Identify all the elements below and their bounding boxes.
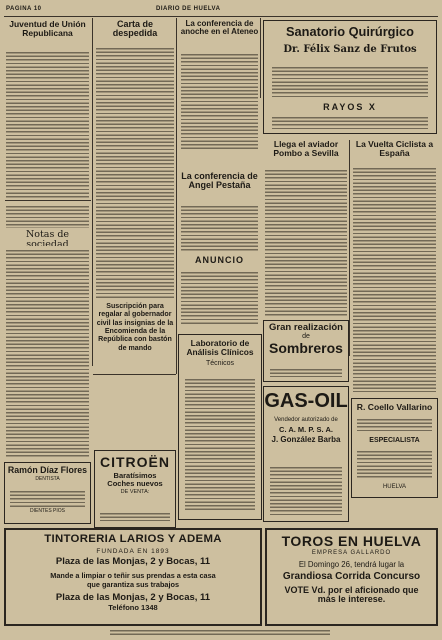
ramon-ad — [4, 462, 91, 524]
masthead — [6, 4, 436, 16]
sombreros-line2: de — [302, 332, 310, 340]
gasoil-line2: C. A. M. P. S. A. — [279, 424, 333, 434]
pestana-body — [181, 206, 258, 252]
pombo-body — [265, 170, 347, 316]
tintoreria-ad — [4, 528, 262, 626]
gasoil-ad — [263, 386, 349, 522]
sombreros-line1: Gran realización — [269, 322, 343, 333]
ramon-role: DENTISTA — [35, 476, 60, 483]
despedida-title: Carta de despedida — [112, 20, 158, 39]
toros-title: TOROS EN HUELVA — [281, 533, 422, 549]
toros-line2: Grandiosa Corrida Concurso — [282, 570, 421, 582]
toros-line1: El Domingo 26, tendrá lugar la — [298, 559, 405, 569]
vallarino-role: ESPECIALISTA — [369, 437, 420, 444]
despedida-body — [96, 48, 174, 298]
laboratorio-subtitle: Técnicos — [205, 359, 234, 367]
sanatorio-director: Dr. Félix Sanz de Frutos — [283, 44, 417, 56]
despedida-header — [95, 20, 175, 44]
pombo-title: Llega el aviador Pombo a Sevilla — [273, 140, 339, 158]
suscripcion-box — [94, 302, 176, 372]
laboratorio-title: Laboratorio de Análisis Clínicos — [186, 338, 254, 357]
citroen-line2: Coches nuevos — [107, 478, 163, 488]
anuncio-title: ANUNCIO — [195, 256, 244, 265]
newspaper-name: DIARIO DE HUELVA — [156, 6, 221, 12]
conferencia1-body — [181, 54, 258, 150]
toros-ad — [265, 528, 438, 626]
sombreros-ad — [263, 320, 349, 382]
citroen-line3: DE VENTA: — [120, 489, 150, 496]
anuncio-body — [181, 272, 258, 326]
tintoreria-slogan1: Mande a limpiar o teñir sus prendas a esta casa — [50, 571, 216, 581]
ramon-extra: DIENTES PIOS — [29, 508, 65, 514]
vuelta-body — [353, 168, 436, 392]
toros-empresa: EMPRESA GALLARDO — [311, 549, 392, 556]
citroen-brand: CITROËN — [100, 454, 170, 470]
juventud-header — [5, 20, 90, 48]
vuelta-title: La Vuelta Ciclista a España — [355, 140, 434, 158]
vuelta-header — [352, 140, 437, 164]
vallarino-name: R. Coello Vallarino — [356, 402, 433, 412]
notas-header — [5, 230, 90, 246]
gasoil-title: GAS-OIL — [264, 390, 348, 412]
tintoreria-slogan2: que garantiza sus trabajos — [86, 579, 180, 589]
gasoil-line3: J. González Barba — [271, 434, 341, 444]
sanatorio-ad — [263, 20, 437, 134]
sanatorio-title: Sanatorio Quirúrgico — [286, 24, 414, 39]
citroen-ad — [94, 450, 176, 528]
conferencia1-title: La conferencia de anoche en el Ateneo — [180, 20, 259, 37]
vallarino-ad — [351, 398, 438, 498]
page-number: PAGINA 10 — [6, 6, 42, 12]
anuncio-header — [180, 256, 259, 268]
ramon-name: Ramón Díaz Flores — [7, 465, 88, 475]
suscripcion-title: Suscripción para regalar al gobernador civil las insignias de la Encomienda de la República con bastón de mando — [96, 302, 174, 352]
sanatorio-xray: RAYOS X — [323, 102, 377, 112]
pombo-header — [264, 140, 348, 166]
juventud-body — [6, 52, 89, 198]
conferencia1-header — [180, 20, 259, 50]
juventud-title: Juventud de Unión Republicana — [9, 20, 86, 38]
sombreros-line3: Sombreros — [269, 340, 343, 357]
notas-body — [6, 250, 89, 458]
notas-title: Notas de sociedad — [25, 230, 70, 246]
tintoreria-title: TINTORERIA LARIOS Y ADEMA — [44, 533, 222, 545]
tintoreria-founded: FUNDADA EN 1893 — [96, 547, 170, 555]
laboratorio-ad — [178, 334, 262, 520]
footer-line — [110, 630, 330, 636]
tintoreria-phone: Teléfono 1348 — [108, 603, 158, 613]
tintoreria-address: Plaza de las Monjas, 2 y Bocas, 11 — [55, 556, 211, 568]
meeting-notice — [6, 206, 89, 228]
pestana-title: La conferencia de Angel Pestaña — [181, 172, 258, 191]
gasoil-line1: Vendedor autorizado de — [274, 417, 338, 423]
vallarino-city: HUELVA — [382, 484, 407, 490]
tintoreria-address2: Plaza de las Monjas, 2 y Bocas, 11 — [55, 592, 211, 604]
citroen-line1: Baratísimos — [113, 470, 157, 480]
toros-line3: VOTE Vd. por el aficionado que más le interese. — [284, 585, 419, 605]
pestana-header — [180, 172, 259, 204]
